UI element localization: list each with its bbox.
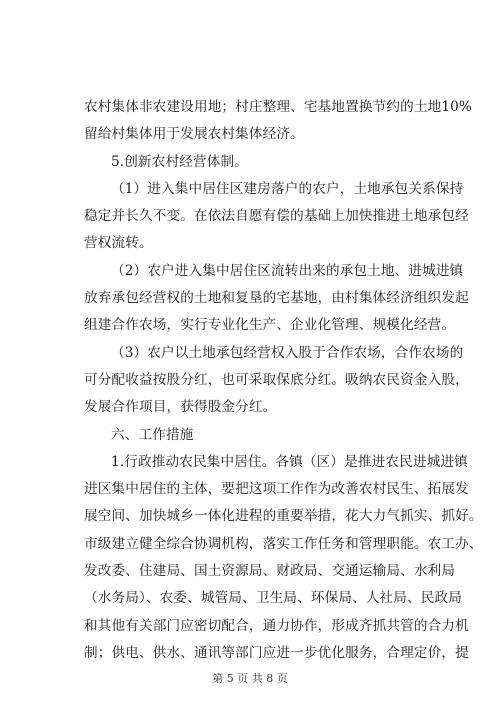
- text-line: 发展合作项目，获得股金分红。: [84, 399, 277, 416]
- text-line: 制；供电、供水、通讯等部门应进一步优化服务，合理定价，提: [84, 644, 469, 661]
- text-line: 发改委、住建局、国土资源局、财政局、交通运输局、水利局: [84, 563, 456, 580]
- text-line: 组建合作农场，实行专业化生产、企业化管理、规模化经营。: [84, 317, 456, 334]
- text-line: 留给村集体用于发展农村集体经济。: [84, 126, 304, 143]
- text-line: （水务局）、农委、城管局、卫生局、环保局、人社局、民政局: [84, 590, 463, 607]
- text-line: （2）农户进入集中居住区流转出来的承包土地、进城进镇: [111, 262, 464, 279]
- text-line: 农村集体非农建设用地；村庄整理、宅基地置换节约的土地10%: [84, 99, 472, 115]
- text-line: 进区集中居住的主体，要把这项工作作为改善农村民生、拓展发: [84, 481, 469, 498]
- text-line: 可分配收益按股分红，也可采取保底分红。吸纳农民资金入股，: [84, 371, 469, 388]
- text-line: 市级建立健全综合协调机构，落实工作任务和管理职能。农工办、: [84, 535, 483, 552]
- section-heading: 六、工作措施: [111, 426, 194, 443]
- text-line: （3）农户以土地承包经营权入股于合作农场，合作农场的: [111, 344, 464, 361]
- page-number: 第 5 页 共 8 页: [212, 672, 288, 685]
- text-line: 展空间、加快城乡一体化进程的重要举措，花大力气抓实、抓好。: [84, 508, 483, 525]
- text-line: 1.行政推动农民集中居住。各镇（区）是推进农民进城进镇: [111, 453, 468, 470]
- text-line: 和其他有关部门应密切配合，通力协作，形成齐抓共管的合力机: [84, 617, 469, 634]
- section-heading: 5.创新农村经营体制。: [111, 153, 248, 170]
- document-body: [84, 94, 483, 667]
- text-line: 稳定并长久不变。在依法自愿有偿的基础上加快推进土地承包经: [84, 208, 469, 225]
- text-line: （1）进入集中居住区建房落户的农户，土地承包关系保持: [111, 180, 464, 197]
- text-line: 放弃承包经营权的土地和复垦的宅基地，由村集体经济组织发起: [84, 290, 469, 307]
- text-line: 营权流转。: [84, 235, 153, 252]
